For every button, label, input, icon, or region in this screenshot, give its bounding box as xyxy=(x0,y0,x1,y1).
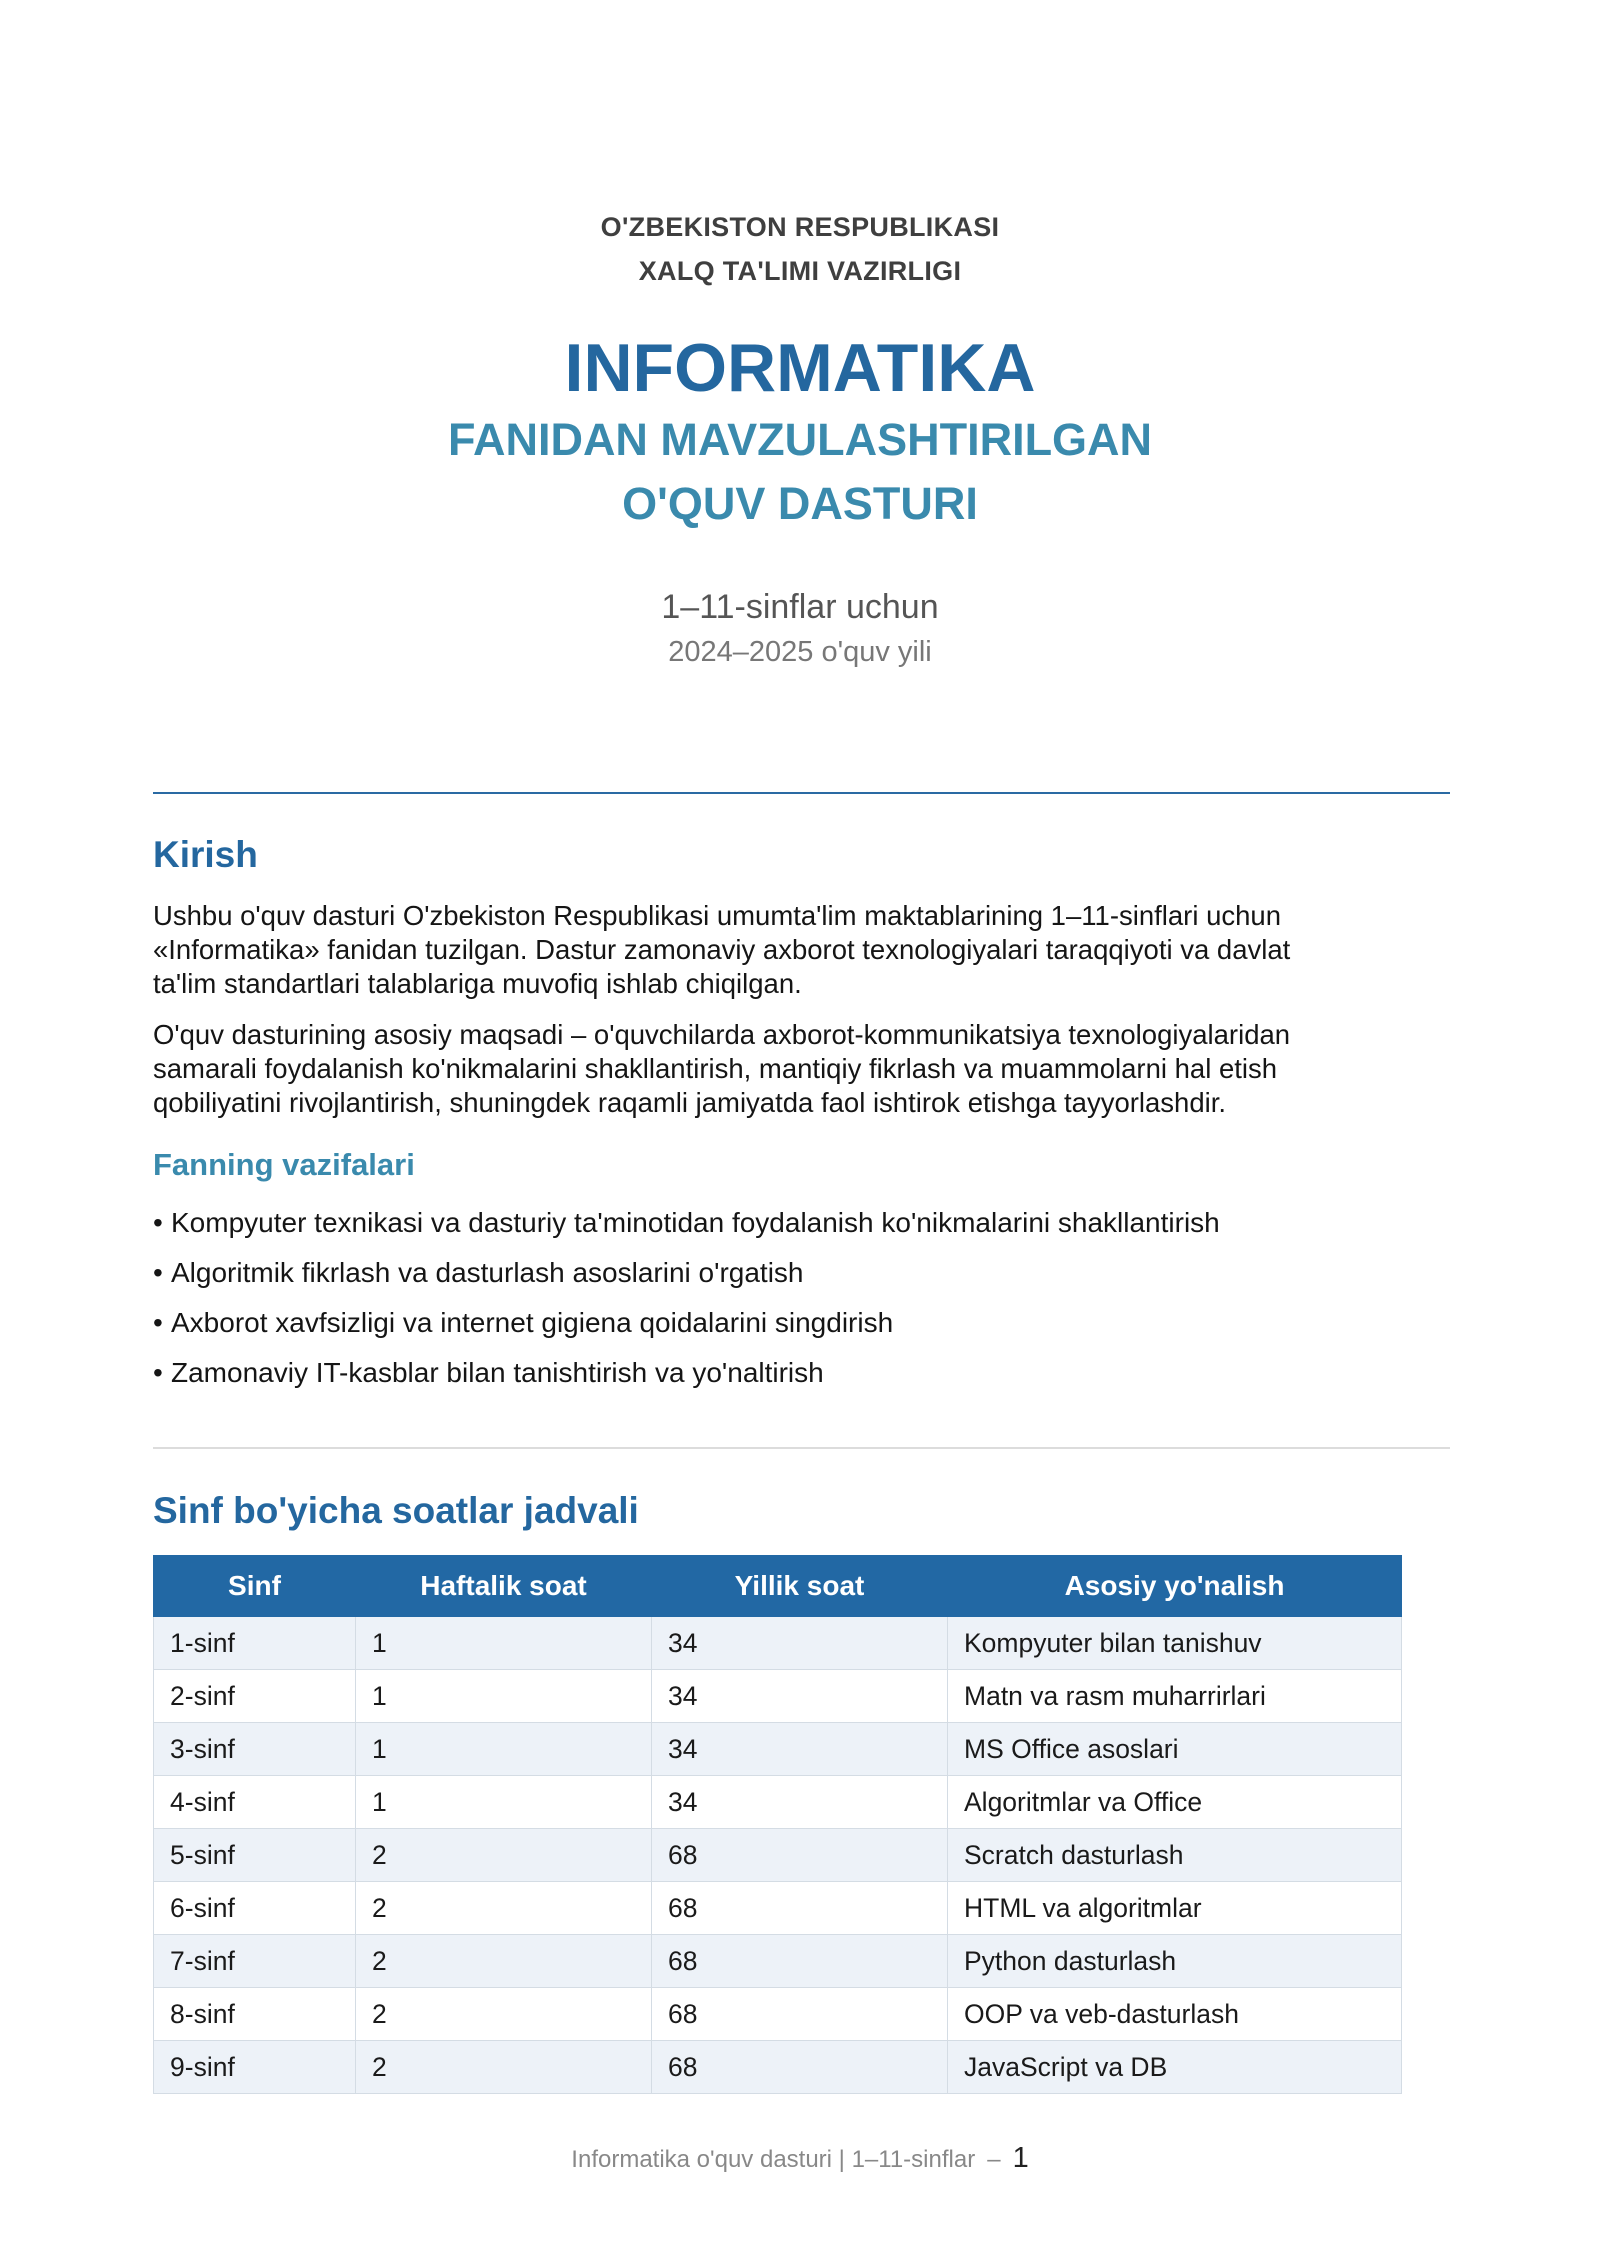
task-text: Axborot xavfsizligi va internet gigiena qoidalarini singdirish xyxy=(171,1307,894,1338)
cell-direction: Kompyuter bilan tanishuv xyxy=(948,1617,1402,1670)
cell-direction: JavaScript va DB xyxy=(948,2041,1402,2094)
column-header-sinf: Sinf xyxy=(154,1556,356,1617)
hours-table-section xyxy=(153,1488,1450,1534)
intro-section xyxy=(153,832,1450,878)
paragraph-line: O'quv dasturining asosiy maqsadi – o'quvchilarda axborot-kommunikatsiya texnologiyalaridan xyxy=(153,1019,1291,1050)
ministry-line-1: O'ZBEKISTON RESPUBLIKASI xyxy=(600,212,1000,242)
bullet-icon: • xyxy=(153,1307,163,1338)
cell-direction: MS Office asoslari xyxy=(948,1723,1402,1776)
cell-direction: Python dasturlash xyxy=(948,1935,1402,1988)
table-row xyxy=(154,1935,1402,1988)
tasks-heading: Fanning vazifalari xyxy=(153,1147,415,1182)
cell-weekly: 1 xyxy=(356,1617,652,1670)
cell-weekly: 2 xyxy=(356,1988,652,2041)
cell-yearly: 68 xyxy=(652,1988,948,2041)
paragraph-line: Ushbu o'quv dasturi O'zbekiston Respublikasi umumta'lim maktablarining 1–11-sinflari uchun xyxy=(153,900,1282,931)
table-row xyxy=(154,1617,1402,1670)
table-row xyxy=(154,1670,1402,1723)
page-footer xyxy=(0,2140,1600,2178)
tasks-list xyxy=(153,1198,1450,1398)
cell-yearly: 34 xyxy=(652,1617,948,1670)
document-subtitle xyxy=(0,408,1600,536)
table-row xyxy=(154,1776,1402,1829)
list-item xyxy=(153,1298,1450,1348)
bullet-icon: • xyxy=(153,1357,163,1388)
intro-paragraph-1 xyxy=(153,899,1450,1001)
subtitle-line-2: O'QUV DASTURI xyxy=(622,478,978,529)
cell-yearly: 68 xyxy=(652,1882,948,1935)
cell-grade: 8-sinf xyxy=(154,1988,356,2041)
page-number: 1 xyxy=(1012,2142,1029,2174)
table-row xyxy=(154,1723,1402,1776)
cell-grade: 5-sinf xyxy=(154,1829,356,1882)
cell-direction: Scratch dasturlash xyxy=(948,1829,1402,1882)
cell-weekly: 2 xyxy=(356,1829,652,1882)
cell-direction: HTML va algoritmlar xyxy=(948,1882,1402,1935)
document-title: INFORMATIKA xyxy=(564,330,1036,406)
cell-grade: 3-sinf xyxy=(154,1723,356,1776)
table-row xyxy=(154,1829,1402,1882)
cell-yearly: 68 xyxy=(652,1829,948,1882)
paragraph-line: qobiliyatini rivojlantirish, shuningdek raqamli jamiyatda faol ishtirok etishga tayyorlashdir. xyxy=(153,1087,1227,1118)
bullet-icon: • xyxy=(153,1257,163,1288)
table-row xyxy=(154,1988,1402,2041)
cell-weekly: 1 xyxy=(356,1670,652,1723)
cell-yearly: 34 xyxy=(652,1776,948,1829)
cell-weekly: 2 xyxy=(356,1882,652,1935)
cell-yearly: 68 xyxy=(652,1935,948,1988)
cell-yearly: 34 xyxy=(652,1723,948,1776)
list-item xyxy=(153,1248,1450,1298)
footer-separator: – xyxy=(987,2146,1001,2173)
intro-paragraph-2 xyxy=(153,1018,1450,1120)
header-divider xyxy=(153,792,1450,794)
cell-direction: OOP va veb-dasturlash xyxy=(948,1988,1402,2041)
paragraph-line: samarali foydalanish ko'nikmalarini shakllantirish, mantiqiy fikrlash va muammolarni hal etish xyxy=(153,1053,1278,1084)
footer-text: Informatika o'quv dasturi | 1–11-sinflar xyxy=(571,2146,976,2173)
list-item xyxy=(153,1348,1450,1398)
column-header-weekly: Haftalik soat xyxy=(356,1556,652,1617)
cell-grade: 1-sinf xyxy=(154,1617,356,1670)
ministry-header xyxy=(0,205,1600,293)
cell-grade: 4-sinf xyxy=(154,1776,356,1829)
cell-weekly: 1 xyxy=(356,1776,652,1829)
cell-weekly: 2 xyxy=(356,1935,652,1988)
cell-grade: 7-sinf xyxy=(154,1935,356,1988)
bullet-icon: • xyxy=(153,1207,163,1238)
cell-direction: Algoritmlar va Office xyxy=(948,1776,1402,1829)
cell-grade: 9-sinf xyxy=(154,2041,356,2094)
cell-grade: 2-sinf xyxy=(154,1670,356,1723)
cell-weekly: 1 xyxy=(356,1723,652,1776)
academic-year: 2024–2025 o'quv yili xyxy=(668,636,932,668)
cell-grade: 6-sinf xyxy=(154,1882,356,1935)
grades-caption: 1–11-sinflar uchun xyxy=(661,588,939,626)
hours-table xyxy=(153,1555,1402,2094)
ministry-line-2: XALQ TA'LIMI VAZIRLIGI xyxy=(638,256,962,286)
section-divider xyxy=(153,1447,1450,1449)
cell-weekly: 2 xyxy=(356,2041,652,2094)
column-header-yearly: Yillik soat xyxy=(652,1556,948,1617)
tasks-section xyxy=(153,1145,1450,1185)
cell-direction: Matn va rasm muharrirlari xyxy=(948,1670,1402,1723)
task-text: Algoritmik fikrlash va dasturlash asoslarini o'rgatish xyxy=(171,1257,804,1288)
table-row xyxy=(154,2041,1402,2094)
task-text: Kompyuter texnikasi va dasturiy ta'minotidan foydalanish ko'nikmalarini shakllantirish xyxy=(171,1207,1220,1238)
cell-yearly: 68 xyxy=(652,2041,948,2094)
column-header-direction: Asosiy yo'nalish xyxy=(948,1556,1402,1617)
list-item xyxy=(153,1198,1450,1248)
table-row xyxy=(154,1882,1402,1935)
cell-yearly: 34 xyxy=(652,1670,948,1723)
paragraph-line: «Informatika» fanidan tuzilgan. Dastur zamonaviy axborot texnologiyalari taraqqiyoti va davlat xyxy=(153,934,1291,965)
hours-table-heading: Sinf bo'yicha soatlar jadvali xyxy=(153,1490,639,1531)
intro-heading: Kirish xyxy=(153,834,258,875)
paragraph-line: ta'lim standartlari talablariga muvofiq ishlab chiqilgan. xyxy=(153,968,802,999)
task-text: Zamonaviy IT-kasblar bilan tanishtirish va yo'naltirish xyxy=(171,1357,824,1388)
table-header-row xyxy=(154,1556,1402,1617)
subtitle-line-1: FANIDAN MAVZULASHTIRILGAN xyxy=(447,414,1153,465)
